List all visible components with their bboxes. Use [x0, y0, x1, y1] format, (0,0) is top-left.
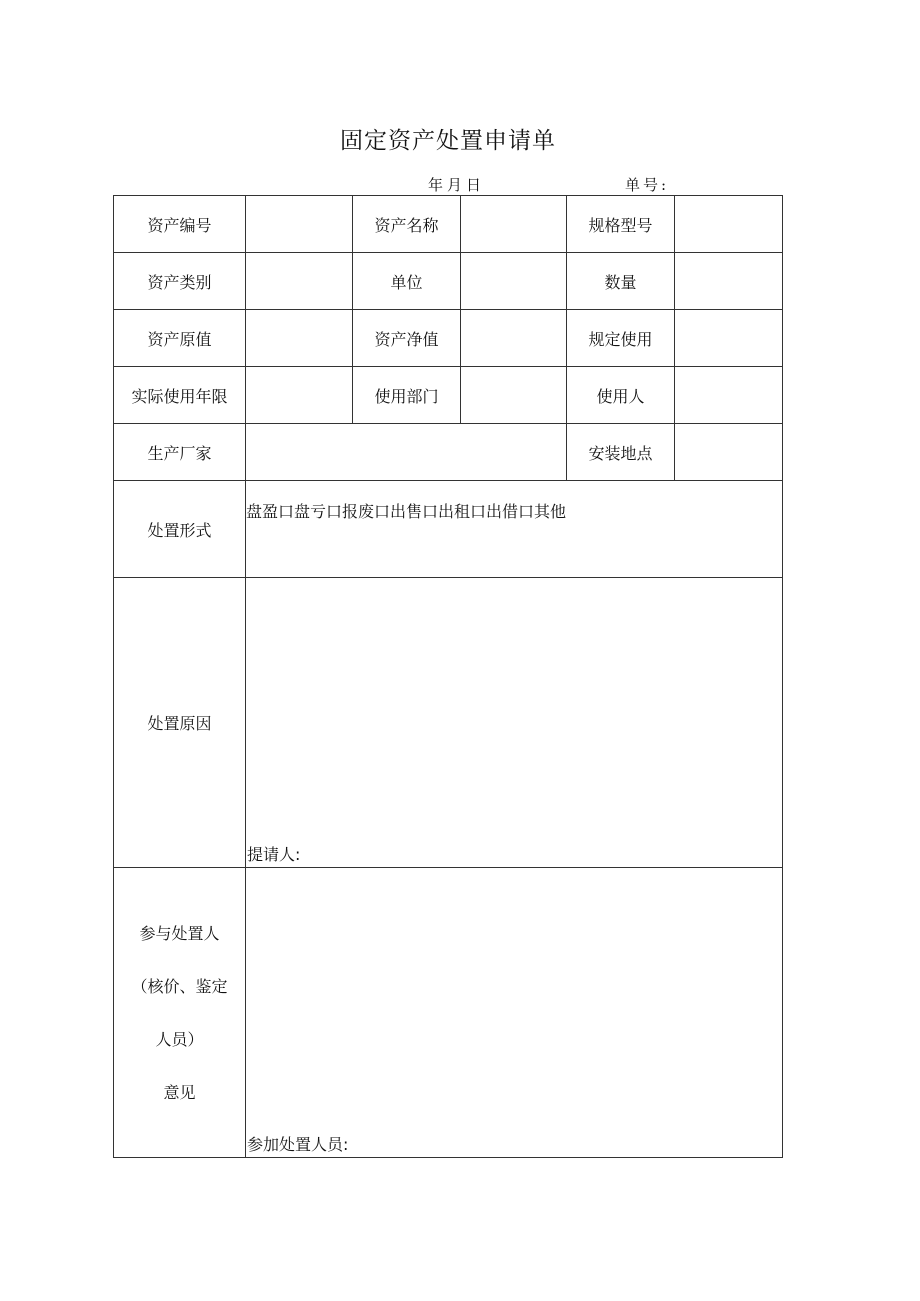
participants-label-line: 参与处置人 — [139, 923, 220, 943]
disposal-form-table — [113, 195, 783, 1158]
page-title: 固定资产处置申请单 — [340, 128, 556, 154]
spec-model-label: 规格型号 — [567, 196, 675, 253]
asset-category-label: 资产类别 — [114, 253, 246, 310]
using-department-field[interactable] — [461, 367, 567, 424]
actual-use-years-label: 实际使用年限 — [114, 367, 246, 424]
table-row — [114, 424, 783, 481]
manufacturer-label: 生产厂家 — [114, 424, 246, 481]
asset-category-field[interactable] — [246, 253, 353, 310]
disposal-form-label: 处置形式 — [114, 481, 246, 578]
using-department-label: 使用部门 — [353, 367, 461, 424]
net-value-field[interactable] — [461, 310, 567, 367]
original-value-label: 资产原值 — [114, 310, 246, 367]
asset-number-field[interactable] — [246, 196, 353, 253]
unit-field[interactable] — [461, 253, 567, 310]
applicant-label: 提请人: — [247, 845, 301, 864]
unit-label: 单位 — [353, 253, 461, 310]
disposal-form-options-cell[interactable] — [246, 481, 783, 578]
participants-opinion-field[interactable] — [246, 868, 783, 1158]
form-number-label: 单号: — [625, 176, 670, 194]
date-label: 年月日 — [428, 176, 486, 194]
participants-label-line: 人员） — [155, 1029, 204, 1049]
user-field[interactable] — [675, 367, 783, 424]
spec-model-field[interactable] — [675, 196, 783, 253]
table-row — [114, 196, 783, 253]
quantity-label: 数量 — [567, 253, 675, 310]
disposal-options-text: 盘盈口盘亏口报废口出售口出租口出借口其他 — [246, 502, 567, 521]
participants-label-cell — [114, 868, 246, 1158]
table-row — [114, 578, 783, 868]
participants-signature-label: 参加处置人员: — [247, 1135, 349, 1154]
participants-label-line: （核价、鉴定 — [131, 976, 228, 996]
table-row — [114, 481, 783, 578]
original-value-field[interactable] — [246, 310, 353, 367]
prescribed-use-label: 规定使用 — [567, 310, 675, 367]
participants-label-line: 意见 — [163, 1082, 196, 1102]
manufacturer-field[interactable] — [246, 424, 567, 481]
install-location-label: 安装地点 — [567, 424, 675, 481]
quantity-field[interactable] — [675, 253, 783, 310]
asset-name-label: 资产名称 — [353, 196, 461, 253]
disposal-reason-field[interactable] — [246, 578, 783, 868]
table-row — [114, 310, 783, 367]
asset-number-label: 资产编号 — [114, 196, 246, 253]
table-row — [114, 868, 783, 1158]
table-row — [114, 367, 783, 424]
user-label: 使用人 — [567, 367, 675, 424]
disposal-reason-label: 处置原因 — [114, 578, 246, 868]
install-location-field[interactable] — [675, 424, 783, 481]
asset-name-field[interactable] — [461, 196, 567, 253]
prescribed-use-field[interactable] — [675, 310, 783, 367]
table-row — [114, 253, 783, 310]
actual-use-years-field[interactable] — [246, 367, 353, 424]
net-value-label: 资产净值 — [353, 310, 461, 367]
